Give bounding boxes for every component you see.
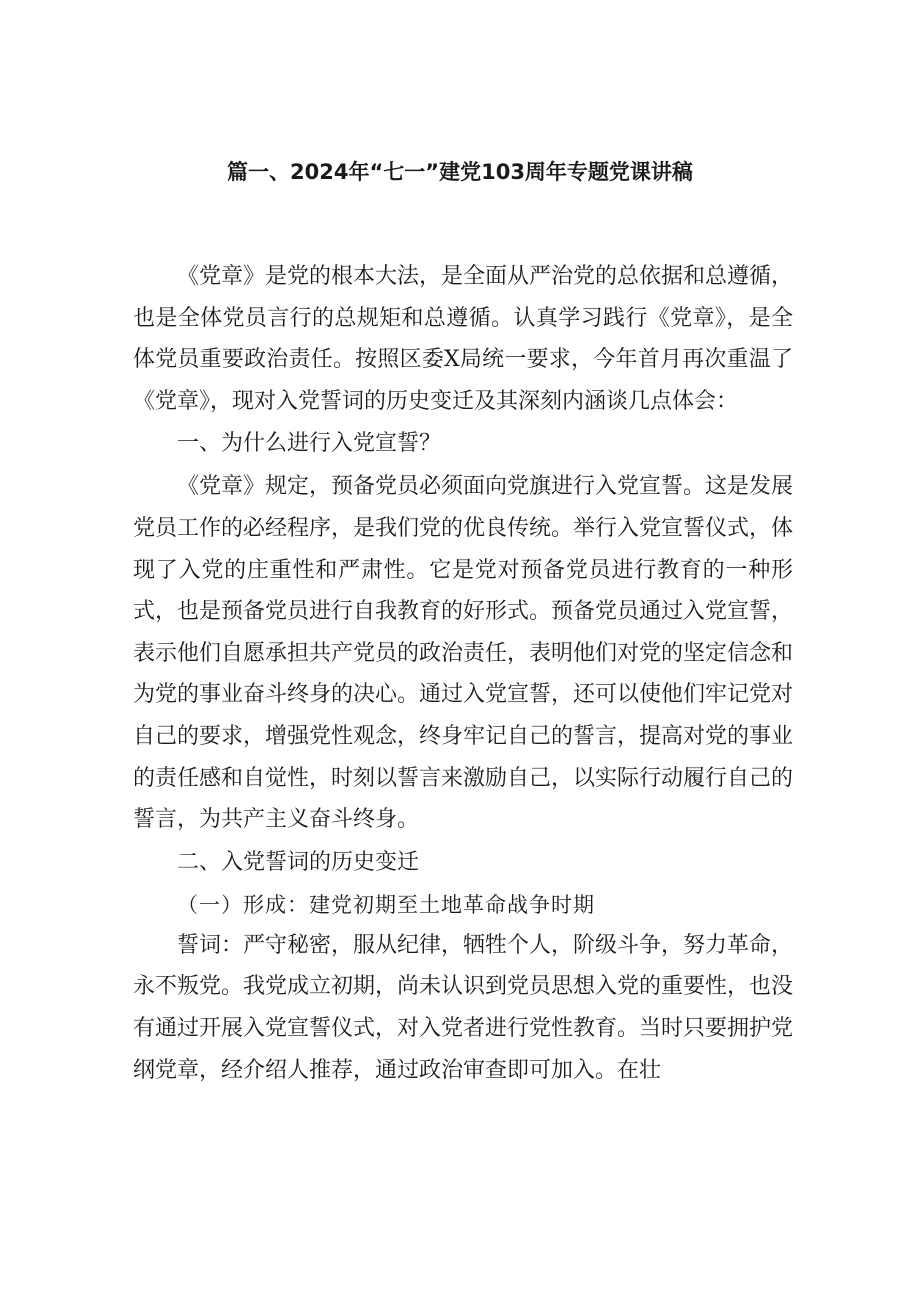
section-1-heading: 一、为什么进行入党宣誓？: [177, 431, 442, 457]
document-body: [133, 256, 793, 1091]
document-title: 篇一、2024年“七一”建党103周年专题党课讲稿: [227, 160, 693, 184]
section-2-subheading-1: （一）形成：建党初期至土地革命战争时期: [177, 892, 595, 917]
section-1-paragraph: 《党章》规定，预备党员必须面向党旗进行入党宣誓。这是发展党员工作的必经程序，是我们党的优良传统。举行入党宣誓仪式，体现了入党的庄重性和严肃性。它是党对预备党员进行教育的一种形式，也是预备党员进行自我教育的好形式。预备党员通过入党宣誓，表示他们自愿承担共产党员的政治责任，表明他们对党的坚定信念和为党的事业奋斗终身的决心。通过入党宣誓，还可以使他们牢记党对自己的要求，增强党性观念，终身牢记自己的誓言，提高对党的事业的责任感和自觉性，时刻以誓言来激励自己，以实际行动履行自己的誓言，为共产主义奋斗终身。: [133, 474, 794, 833]
section-2-sub-1-paragraph: 誓词：严守秘密，服从纪律，牺牲个人，阶级斗争，努力革命，永不叛党。我党成立初期，尚未认识到党员思想入党的重要性，也没有通过开展入党宣誓仪式，对入党者进行党性教育。当时只要拥护党纲党章，经介绍人推荐，通过政治审查即可加入。在壮: [133, 932, 794, 1083]
section-2-heading: 二、入党誓词的历史变迁: [177, 849, 420, 875]
intro-paragraph: 《党章》是党的根本大法，是全面从严治党的总依据和总遵循，也是全体党员言行的总规矩和总遵循。认真学习践行《党章》，是全体党员重要政治责任。按照区委X局统一要求，今年首月再次重温了《党章》，现对入党誓词的历史变迁及其深刻内涵谈几点体会：: [133, 264, 794, 414]
